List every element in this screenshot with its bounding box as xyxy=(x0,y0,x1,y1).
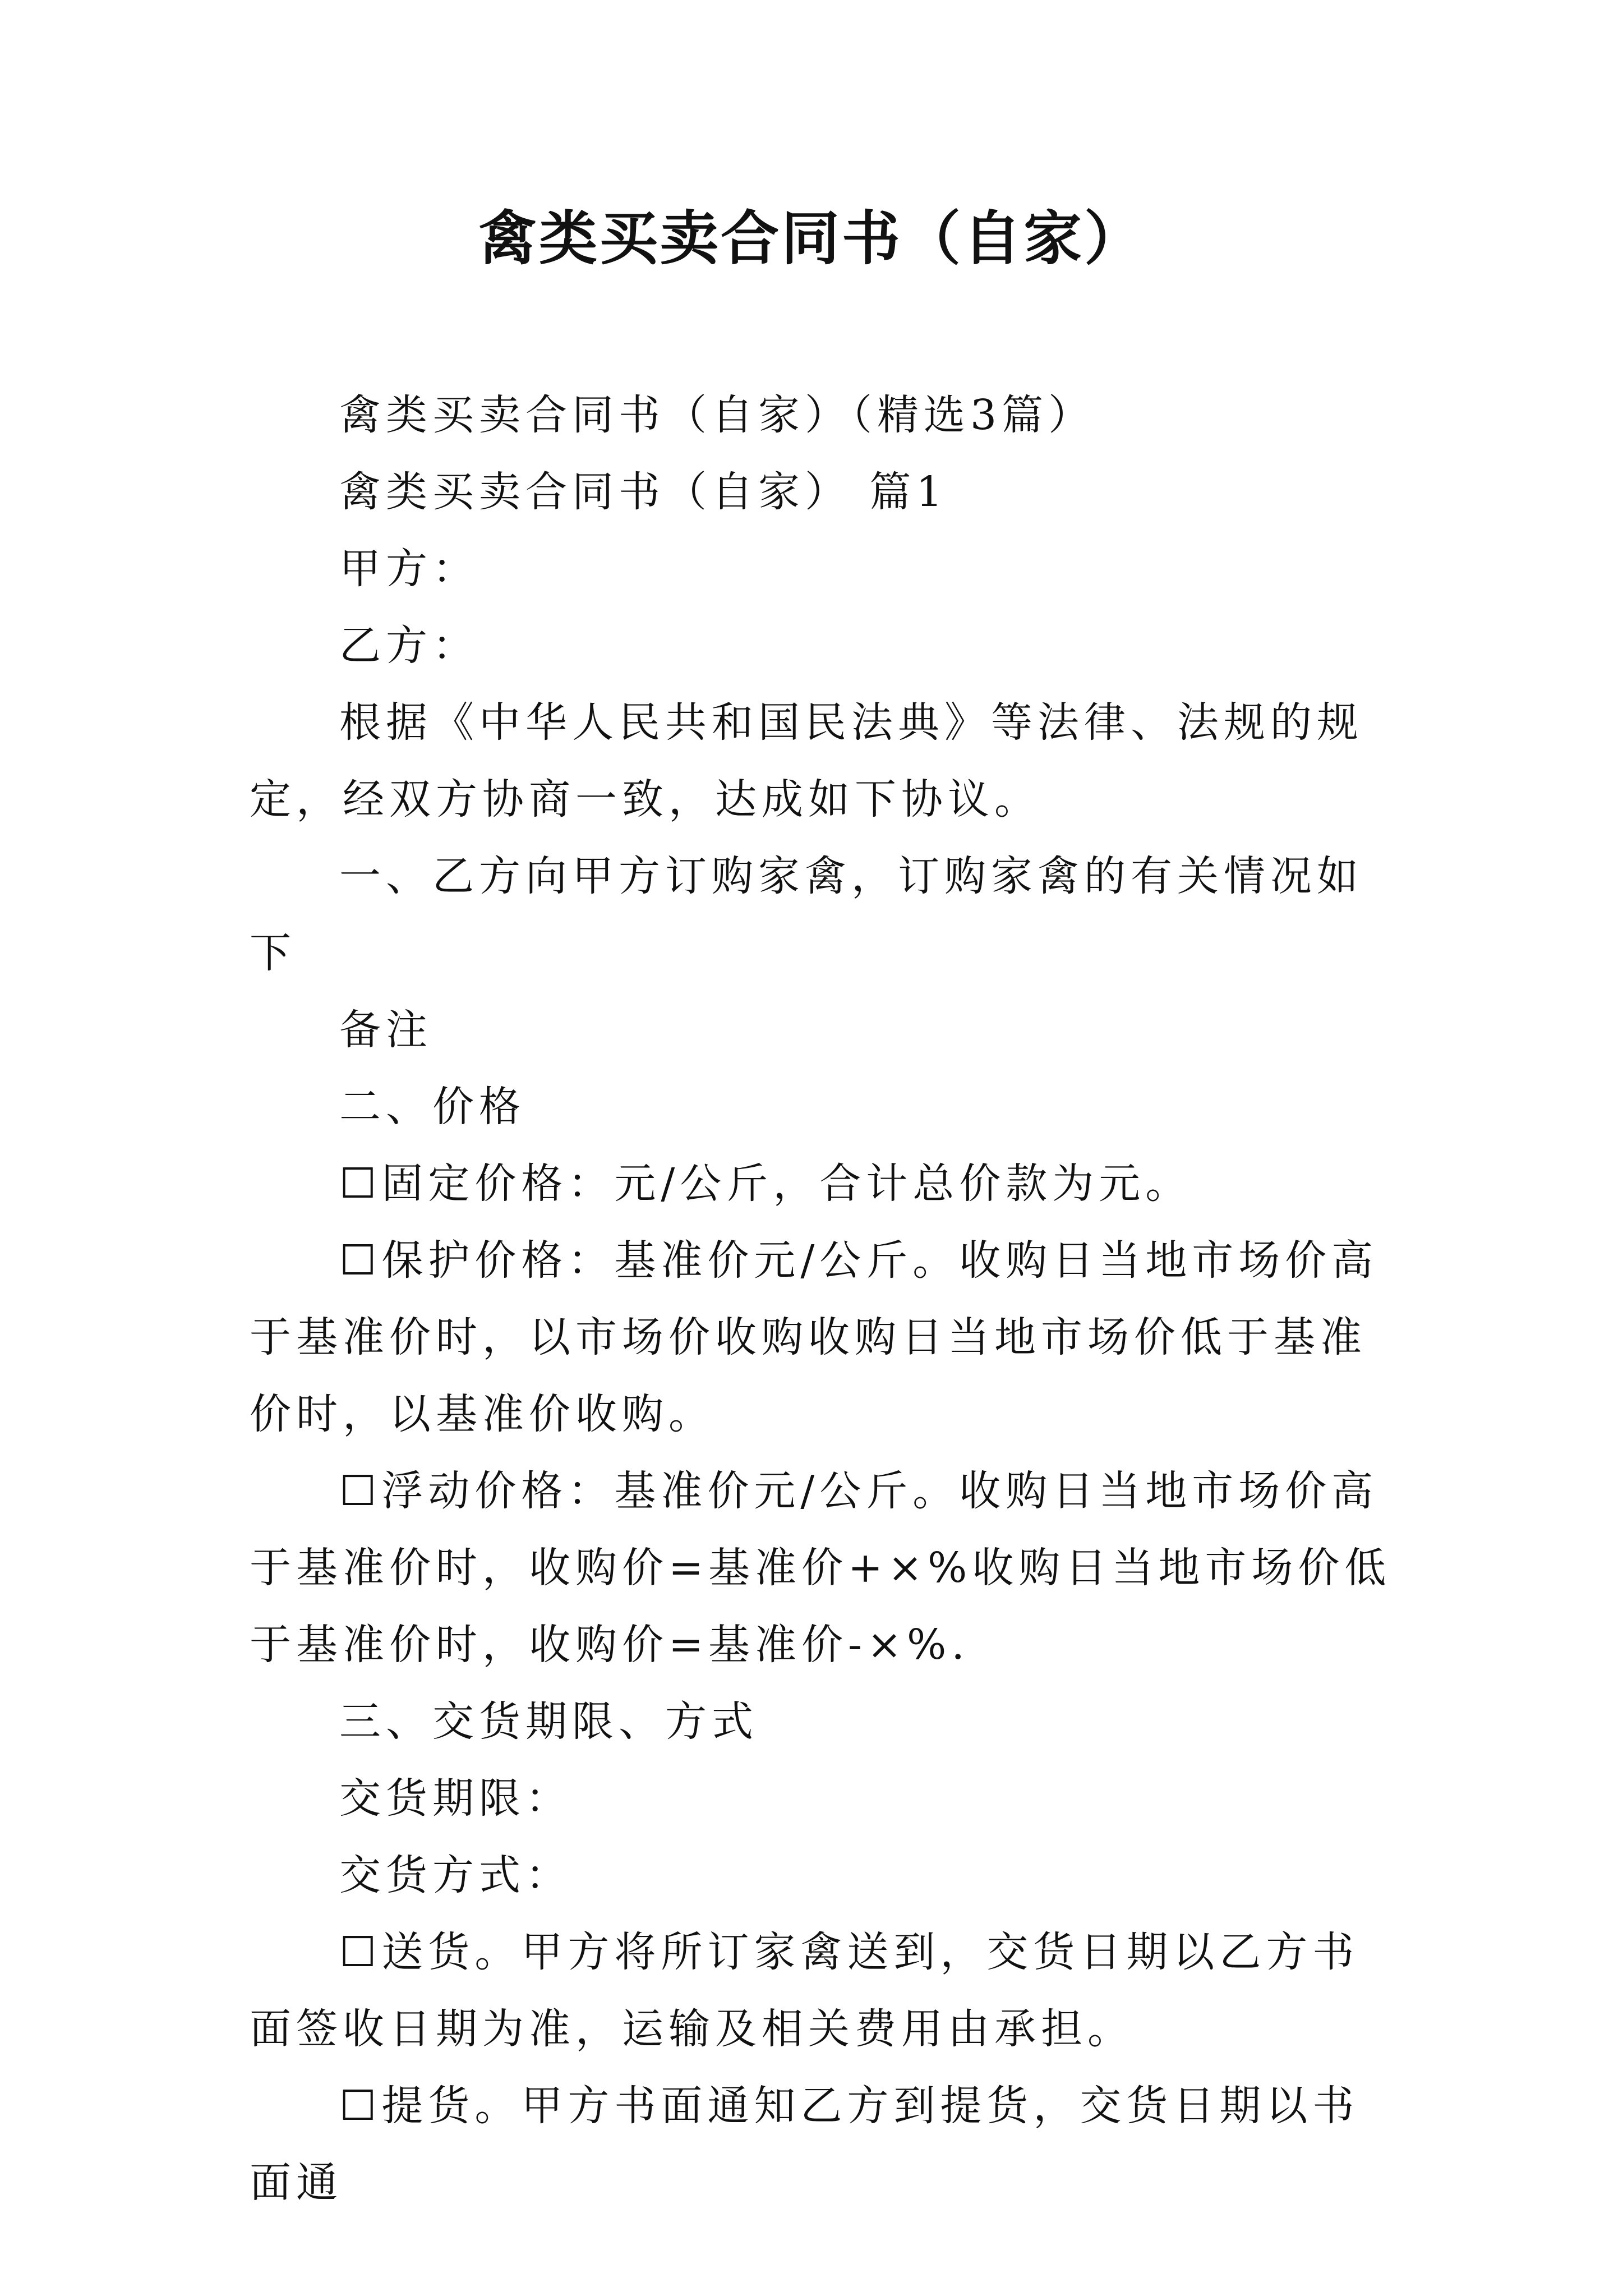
party-a-line: 甲方： xyxy=(339,545,479,593)
pickup-option: ☐提货。甲方书面通知乙方到提货，交货日期以书面通 xyxy=(250,2082,1359,2207)
delivery-deadline-line: 交货期限： xyxy=(339,1774,572,1823)
section-heading: 禽类买卖合同书（自家） 篇1 xyxy=(339,468,948,516)
protected-price-option: ☐保护价格：基准价元/公斤。收购日当地市场价高于基准价时，以市场价收购收购日当地市场价低于基准价时，以基准价收购。 xyxy=(250,1236,1378,1438)
clause-2-heading: 二、价格 xyxy=(339,1083,525,1131)
delivery-option: ☐送货。甲方将所订家禽送到，交货日期以乙方书面签收日期为准，运输及相关费用由承担。 xyxy=(250,1928,1359,2053)
delivery-method-line: 交货方式： xyxy=(339,1851,572,1899)
fixed-price-option: ☐固定价格：元/公斤，合计总价款为元。 xyxy=(339,1159,1192,1208)
floating-price-option: ☐浮动价格：基准价元/公斤。收购日当地市场价高于基准价时，收购价=基准价+×%收购日当地市场价低于基准价时，收购价=基准价-×%. xyxy=(250,1467,1391,1669)
preamble-paragraph: 根据《中华人民共和国民法典》等法律、法规的规定，经双方协商一致，达成如下协议。 xyxy=(250,698,1363,823)
document-title: 禽类买卖合同书（自家） xyxy=(478,204,1145,273)
subtitle-paragraph: 禽类买卖合同书（自家）（精选3篇） xyxy=(339,391,1095,439)
clause-1-heading: 一、乙方向甲方订购家禽，订购家禽的有关情况如下 xyxy=(250,852,1363,977)
document-body xyxy=(250,377,1405,2221)
party-b-line: 乙方： xyxy=(339,622,479,670)
remarks-line: 备注 xyxy=(339,1006,432,1054)
clause-3-heading: 三、交货期限、方式 xyxy=(339,1697,758,1746)
